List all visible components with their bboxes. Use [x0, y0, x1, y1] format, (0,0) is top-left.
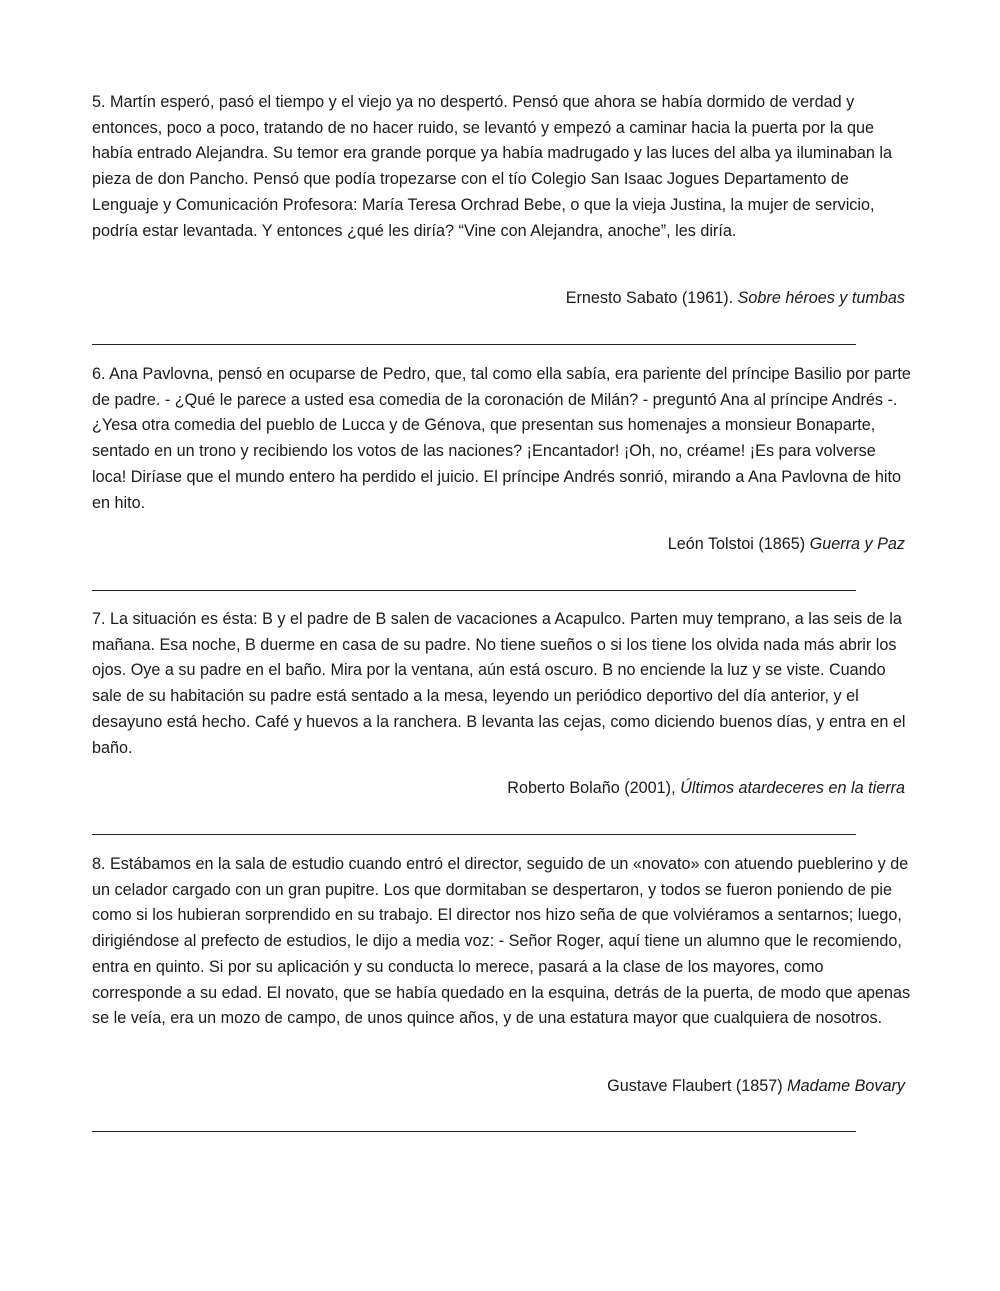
excerpt-text: 5. Martín esperó, pasó el tiempo y el viejo ya no despertó. Pensó que ahora se había dormido de verdad y entonces, poco a poco, tratando de no hacer ruido, se levantó y empezó a caminar hacia la puerta por la que había entrado Alejandra. Su temor era grande porque ya había madrugado y las luces del alba ya iluminaban la pieza de don Pancho. Pensó que podía tropezarse con el tío Colegio San Isaac Jogues Departamento de Lenguaje y Comunicación Profesora: María Teresa Orchrad Bebe, o que la vieja Justina, la mujer de servicio, podría estar levantada. Y entonces ¿qué les diría? “Vine con Alejandra, anoche”, les diría. — [92, 93, 893, 240]
citation-author: Ernesto Sabato (1961). — [565, 289, 734, 307]
citation-6 — [92, 533, 905, 555]
citation-author: Roberto Bolaño (2001), — [507, 779, 676, 797]
excerpt-7 — [92, 607, 912, 761]
answer-line[interactable] — [92, 1131, 856, 1132]
citation-work: Últimos atardeceres en la tierra — [680, 779, 905, 797]
citation-author: León Tolstoi (1865) — [667, 535, 806, 553]
excerpt-text: 8. Estábamos en la sala de estudio cuando entró el director, seguido de un «novato» con atuendo pueblerino y de un celador cargado con un gran pupitre. Los que dormitaban se despertaron, y todos se fueron poniendo de pie como si los hubieran sorprendido en su trabajo. El director nos hizo seña de que volviéramos a sentarnos; luego, dirigiéndose al prefecto de estudios, le dijo a media voz: - Señor Roger, aquí tiene un alumno que le recomiendo, entra en quinto. Si por su aplicación y su conducta lo merece, pasará a la clase de los mayores, como corresponde a su edad. El novato, que se había quedado en la esquina, detrás de la puerta, de modo que apenas se le veía, era un mozo de campo, de unos quince años, y de una estatura mayor que cualquiera de nosotros. — [92, 855, 911, 1028]
citation-8 — [92, 1075, 905, 1097]
citation-5 — [92, 287, 905, 309]
answer-line[interactable] — [92, 344, 856, 345]
citation-work: Sobre héroes y tumbas — [737, 289, 905, 307]
excerpt-6 — [92, 362, 912, 516]
citation-7 — [92, 777, 905, 799]
answer-line[interactable] — [92, 834, 856, 835]
citation-work: Guerra y Paz — [809, 535, 905, 553]
answer-line[interactable] — [92, 590, 856, 591]
citation-author: Gustave Flaubert (1857) — [607, 1077, 783, 1095]
excerpt-5 — [92, 90, 912, 244]
excerpt-text: 7. La situación es ésta: B y el padre de B salen de vacaciones a Acapulco. Parten muy temprano, a las seis de la mañana. Esa noche, B duerme en casa de su padre. No tiene sueños o si los tiene los olvida nada más abrir los ojos. Oye a su padre en el baño. Mira por la ventana, aún está oscuro. B no enciende la luz y se viste. Cuando sale de su habitación su padre está sentado a la mesa, leyendo un periódico deportivo del día anterior, y el desayuno está hecho. Café y huevos a la ranchera. B levanta las cejas, como diciendo buenos días, y entra en el baño. — [92, 610, 906, 757]
excerpt-text: 6. Ana Pavlovna, pensó en ocuparse de Pedro, que, tal como ella sabía, era pariente del príncipe Basilio por parte de padre. - ¿Qué le parece a usted esa comedia de la coronación de Milán? - preguntó Ana al príncipe Andrés -. ¿Yesa otra comedia del pueblo de Lucca y de Génova, que presentan sus homenajes a monsieur Bonaparte, sentado en un trono y recibiendo los votos de las naciones? ¡Encantador! ¡Oh, no, créame! ¡Es para volverse loca! Diríase que el mundo entero ha perdido el juicio. El príncipe Andrés sonrió, mirando a Ana Pavlovna de hito en hito. — [92, 365, 911, 512]
citation-work: Madame Bovary — [787, 1077, 905, 1095]
excerpt-8 — [92, 852, 912, 1032]
